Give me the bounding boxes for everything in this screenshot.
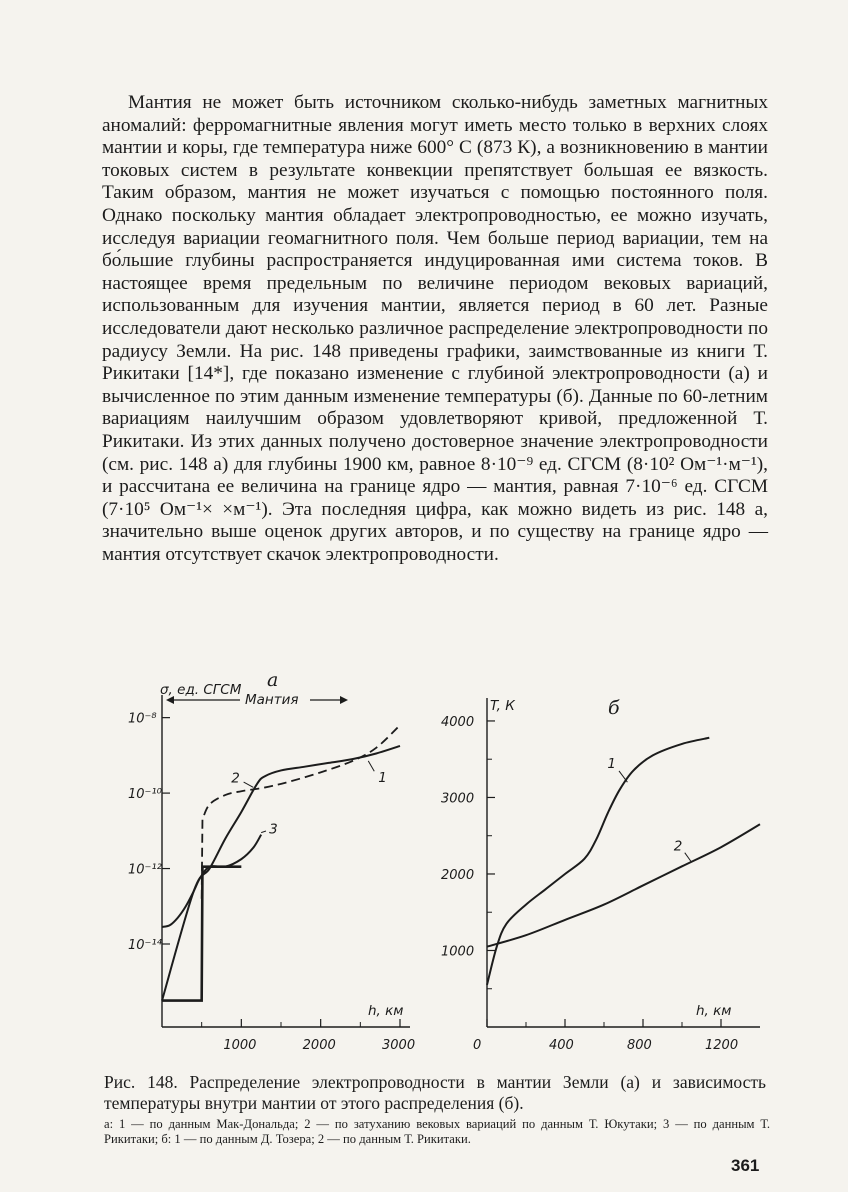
panel-a-ylabel: σ, ед. СГСМ [160, 682, 242, 698]
panel-a-xlabel: h, км [368, 1003, 404, 1019]
panel-b-xtick-label: 800 [627, 1038, 652, 1053]
panel-b-series-label: 2 [673, 838, 683, 855]
panel-b-series-label-leader [619, 771, 627, 782]
panel-a-series-label-leader [244, 782, 254, 787]
panel-a [128, 669, 415, 1053]
panel-a-xtick-label: 1000 [223, 1038, 257, 1053]
panel-b-ytick-label: 4000 [441, 714, 475, 730]
panel-a-series-step [162, 867, 241, 1001]
panel-a-series-2 [202, 725, 400, 899]
panel-b-series-label-leader [685, 853, 692, 863]
panel-b-xtick-label: 400 [549, 1038, 574, 1053]
panel-a-ytick-label: 10⁻¹⁰ [128, 787, 162, 803]
body-text [102, 92, 768, 566]
figure-legend: а: 1 — по данным Мак-Дональда; 2 — по затуханию вековых вариаций по данным Т. Юкутаки; 3 — по данным Т. Рикитаки; б: 1 — по данным Д. Тозера; 2 — по данным Т. Рикитаки. [104, 1117, 770, 1146]
panel-b-series-2 [487, 824, 760, 946]
body-paragraph: Мантия не может быть источником сколько-нибудь заметных магнитных аномалий: ферромагнитные явления могут иметь место только в верхних слоях мантии и коры, где температура ниже 600° С (873 К), а возникновению в мантии токовых систем в результате конвекции препятствует большая ее вязкость. Таким образом, мантия не может изучаться с помощью постоянного поля. Однако поскольку мантия обладает электропроводностью, ее можно изучать, исследуя вариации геомагнитного поля. Чем больше период вариации, тем на бо́льшие глубины распространяется индуцированная ими система токов. В настоящее время предельным по величине периодом вековых вариаций, использованным для изучения мантии, является период в 60 лет. Разные исследователи дают несколько различное распределение электропроводности по радиусу Земли. На рис. 148 приведены графики, заимствованные из книги Т. Рикитаки [14*], где показано изменение с глубиной электропроводности (а) и вычисленное по этим данным изменение температуры (б). Данные по 60-летним вариациям наилучшим образом удовлетворяют кривой, предложенной Т. Рикитаки. Из этих данных получено достоверное значение электропроводности (см. рис. 148 а) для глубины 1900 км, равное 8·10⁻⁹ ед. СГСМ (8·10² Ом⁻¹·м⁻¹), и рассчитана ее величина на границе ядро — мантия, равная 7·10⁻⁶ ед. СГСМ (7·10⁵ Ом⁻¹× ×м⁻¹). Эта последняя цифра, как можно видеть из рис. 148 а, значительно выше оценок других авторов, и по существу на границе ядро — мантия отсутствует скачок электропроводности. [102, 92, 768, 565]
panel-b-series-1 [487, 738, 709, 985]
panel-b-xtick-label: 1200 [705, 1038, 739, 1053]
panel-a-series-label: 2 [231, 770, 240, 787]
panel-a-series-label: 1 [378, 769, 387, 786]
figure-148 [0, 660, 848, 1070]
panel-a-xtick-label: 3000 [382, 1038, 416, 1053]
panel-a-letter: а [267, 669, 279, 691]
panel-a-region-arrowhead-right [340, 696, 348, 704]
panel-a-ytick-label: 10⁻¹⁴ [128, 938, 162, 953]
panel-a-series-label-leader [261, 831, 266, 833]
figure-caption: Рис. 148. Распределение электропроводности в мантии Земли (а) и зависимость температуры внутри мантии от этого распределения (б). [104, 1072, 766, 1113]
panel-a-series-label: 3 [269, 821, 278, 838]
panel-a-series-3 [162, 835, 261, 927]
panel-b-ylabel: T, К [490, 698, 515, 714]
panel-b-ytick-label: 2000 [441, 867, 475, 883]
panel-a-region-label: Мантия [245, 692, 299, 708]
page-number: 361 [731, 1156, 760, 1175]
panel-b-series-label: 1 [607, 756, 616, 773]
panel-a-series-label-leader [368, 761, 374, 771]
panel-a-xtick-label: 2000 [302, 1038, 336, 1053]
panel-b-ytick-label: 1000 [441, 944, 475, 960]
panel-b [441, 697, 760, 1053]
panel-b-xtick-label: 0 [473, 1038, 482, 1053]
panel-a-ytick-label: 10⁻⁸ [128, 711, 157, 727]
panel-b-ytick-label: 3000 [441, 791, 475, 807]
panel-b-letter: б [608, 697, 620, 719]
panel-a-ytick-label: 10⁻¹² [128, 862, 162, 878]
panel-b-xlabel: h, км [696, 1003, 732, 1019]
